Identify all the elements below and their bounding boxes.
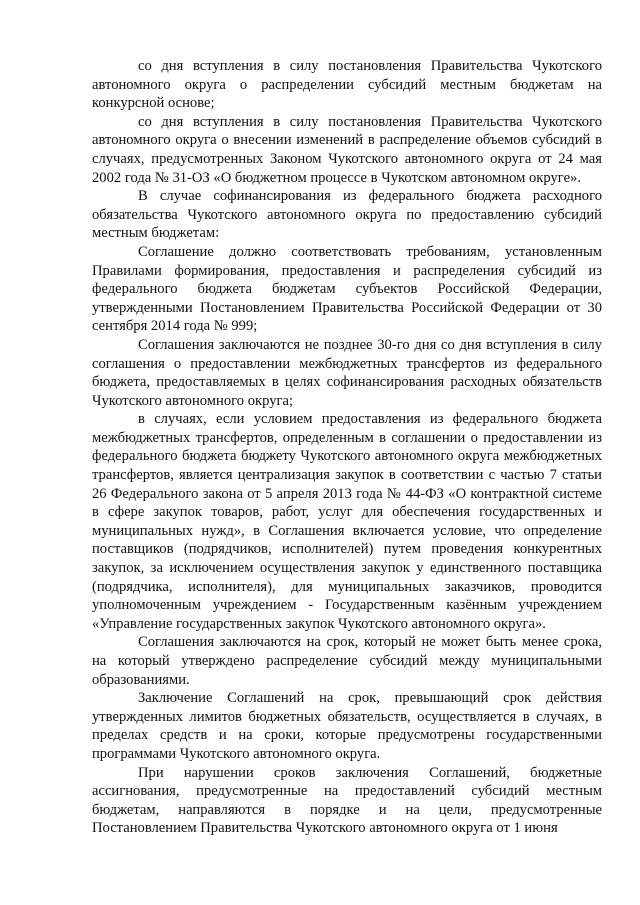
paragraph-deadline-violation: При нарушении сроков заключения Соглашений, бюджетные ассигнования, предусмотренные на предоставлений субсидий местным бюджетам, направляются в порядке и на цели, предусмотренные Постановлением Правительства Чукотского автономного округа от 1 июня xyxy=(92,764,602,837)
paragraph-subsidy-changes: со дня вступления в силу постановления Правительства Чукотского автономного округа о внесении изменений в распределение объемов субсидий в случаях, предусмотренных Законом Чукотского автономного округа от 24 мая 2002 года № 31-ОЗ «О бюджетном процессе в Чукотском автономном округе». xyxy=(92,113,602,186)
paragraph-federal-cofinancing: В случае софинансирования из федерального бюджета расходного обязательства Чукотского автономного округа по предоставлению субсидий местным бюджетам: xyxy=(92,188,602,242)
paragraph-agreement-term: Соглашения заключаются на срок, который не может быть менее срока, на который утверждено распределение субсидий между муниципальными образованиями. xyxy=(92,634,602,688)
paragraph-competitive-subsidies: со дня вступления в силу постановления Правительства Чукотского автономного округа о распределении субсидий местным бюджетам на конкурсной основе; xyxy=(92,58,602,112)
paragraph-centralized-procurement: в случаях, если условием предоставления из федерального бюджета межбюджетных трансфертов, определенным в соглашении о предоставлении из федерального бюджета бюджету Чукотского автономного округа межбюджетных трансфертов, является централизация закупок в соответствии с частью 7 статьи 26 Федерального закона от 5 апреля 2013 года № 44-ФЗ «О контрактной системе в сфере закупок товаров, работ, услуг для обеспечения государственных и муниципальных нужд», в Соглашения включается условие, что определение поставщиков (подрядчиков, исполнителей) путем проведения конкурентных закупок, за исключением осуществления закупок у единственного поставщика (подрядчика, исполнителя), для муниципальных заказчиков, проводится уполномоченным учреждением - Государственным казённым учреждением «Управление государственных закупок Чукотского автономного округа». xyxy=(92,411,602,632)
document-page xyxy=(92,57,602,838)
paragraph-agreement-deadline: Соглашения заключаются не позднее 30-го дня со дня вступления в силу соглашения о предоставлении межбюджетных трансфертов из федерального бюджета, предоставляемых в целях софинансирования расходных обязательств Чукотского автономного округа; xyxy=(92,336,602,409)
paragraph-agreement-requirements: Соглашение должно соответствовать требованиям, установленным Правилами формирования, предоставления и распределения субсидий из федерального бюджета бюджетам субъектов Российской Федерации, утвержденными Постановлением Правительства Российской Федерации от 30 сентября 2014 года № 999; xyxy=(92,243,602,335)
paragraph-extended-term: Заключение Соглашений на срок, превышающий срок действия утвержденных лимитов бюджетных обязательств, осуществляется в случаях, в пределах средств и на сроки, которые предусмотрены государственными программами Чукотского автономного округа. xyxy=(92,690,602,762)
